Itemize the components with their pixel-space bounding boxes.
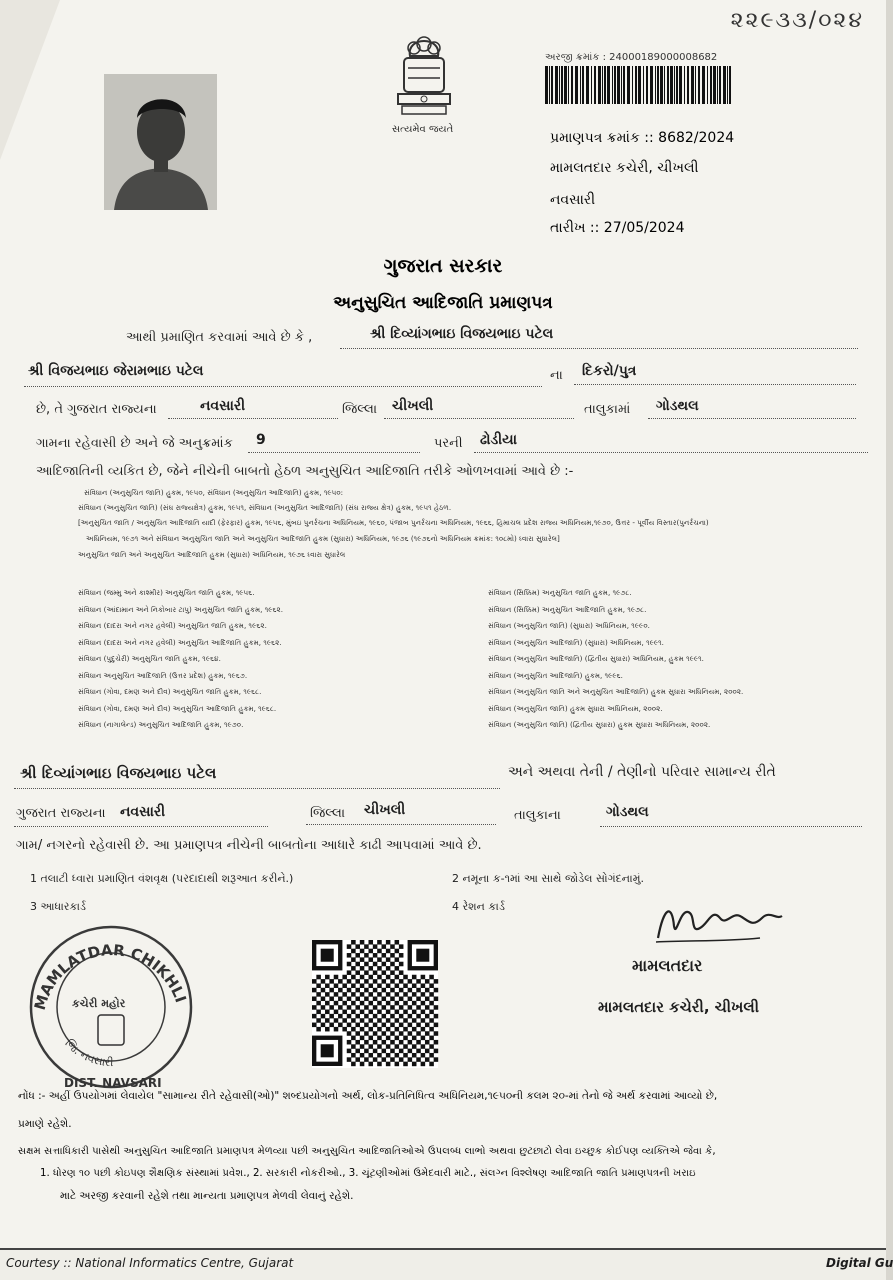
order-line: અધિનિયમ, ૧૯૭૧ અને સંવિધાન અનુસુચિત જાતિ અને અનુસુચિત આદિજાતિ હુકમ (સુધારા) અધિનિયમ, ૧૯૭૬ (૧૯૭૬નો અધિનિયમ ક્રમાંક: ૧૦૮મો) ધ્વારા સુધારેલ] [86,534,560,543]
form-taluka: ચીખલી [392,398,434,414]
document-item: 1 તલાટી ધ્વારા પ્રમાણિત વંશવૃક્ષ (પરદાદાથી શરૂઆત કરીને.) [30,872,294,885]
district-line [168,418,338,419]
seal-district-text: જિ. નવસારી [62,1036,114,1070]
resident-label: ગામના રહેવાસી છે અને જે અનુક્રમાંક [36,436,233,451]
residence-district-label: જિલ્લા [310,806,346,821]
statement-text: આદિજાતિની વ્યકિત છે, જેને નીચેની બાબતો હેઠળ અનુસુચિત આદિજાતિ તરીકે ઓળખવામાં આવે છે :- [36,464,574,479]
form-village: ગોડથલ [656,398,699,414]
issue-date: તારીખ :: 27/05/2024 [550,220,685,236]
certificate-number: પ્રમાણપત્ર ક્રમાંક :: 8682/2024 [550,130,735,146]
order-item: સંવિધાન (અનુસુચિત જાતિ) (સુધારા) અધિનિયમ, ૧૯૯૦. [488,621,650,630]
residence-name-line [14,788,500,789]
residence-village: ગોડથલ [606,804,649,820]
residence-district: નવસારી [120,804,166,820]
certify-label: આથી પ્રમાણિત કરવામાં આવે છે કે , [126,330,313,345]
order-item: સંવિધાન (અનુસુચિત જાતિ) (દ્વિતીય સુધારા) હુકમ સુધારા અધિનિયમ, ૨૦૦૨. [488,720,711,729]
order-item: સંવિધાન (પુદુચેરી) અનુસુચિત જાતિ હુકમ, ૧૯૬૪. [78,654,221,663]
document-item: 3 આધારકાર્ડ [30,900,86,913]
district-name: નવસારી [550,192,596,208]
note-line: માટે અરજી કરવાની રહેશે તથા માન્યતા પ્રમાણપત્ર મેળવી લેવાનું રહેશે. [60,1190,354,1202]
seal-center-text: કચેરી મહોર [72,997,126,1010]
certificate-title: અનુસુચિત આદિજાતિ પ્રમાણપત્ર [333,293,553,313]
order-line: અનુસુચિત જાતિ અને અનુસુચિત આદિજાતિ હુકમ (સુધારા) અધિનિયમ, ૧૯૭૬ ધ્વારા સુધારેલ [78,550,346,559]
tribe-line [474,452,868,453]
residence-name: શ્રી દિવ્યાંગભાઇ વિજયભાઇ પટેલ [20,764,217,782]
order-item: સંવિધાન (અનુસુચિત આદિજાતિ) (સુધારા) અધિનિયમ, ૧૯૯૧. [488,637,664,647]
order-item: સંવિધાન (સિક્કિમ) અનુસુચિત આદિજાતિ હુકમ, ૧૯૭૮. [488,604,647,614]
order-item: સંવિધાન (ગોવા, દમણ અને દીવ) અનુસુચિત આદિજાતિ હુકમ, ૧૯૬૮. [78,703,277,713]
order-item: સંવિધાન (અનુસુચિત આદિજાતિ) (દ્વિતીય સુધારા) અધિનિયમ, હુકમ ૧૯૯૧. [488,654,704,663]
note-line: સક્ષમ સત્તાધિકારી પાસેથી અનુસુચિત આદિજાતિ પ્રમાણપત્ર મેળવ્યા પછી અનુસુચિત આદિજાતિઓએ ઉપલબ્ધ લાભો અથવા છુટછાટો લેવા ઇચ્છુક કોઈપણ વ્યક્તિએ જેવા કે, [18,1146,716,1157]
verification-qr-code[interactable] [312,940,438,1068]
note-line: 1. ધોરણ ૧૦ પછી કોઇપણ શૈક્ષણિક સંસ્થામાં પ્રવેશ., 2. સરકારી નોકરીઓ., 3. ચૂંટણીઓમાં ઉમેદવારી માટે., સંલગ્ન વિશ્લેષણ આદિજાતિ જાતિ પ્રમાણપત્રની ખરાઇ [40,1168,696,1179]
emblem-motto: સત્યમેવ જયતે [392,124,454,135]
office-name: મામલતદાર કચેરી, ચીખલી [550,160,699,176]
signatory-title: મામલતદાર [632,956,703,975]
note-line: પ્રમાણે રહેશે. [18,1118,72,1130]
footer-right-text: Digital Gu [826,1256,893,1270]
taluka-line [384,418,574,419]
order-item: સંવિધાન (જમ્મુ અને કાશ્મીર) અનુસુચિત જાતિ હુકમ, ૧૯૫૬. [78,588,255,597]
form-district: નવસારી [200,398,246,414]
residence-district-line [14,826,268,827]
svg-text:જિ. નવસારી [62,1037,113,1069]
serial-number: 9 [256,432,266,448]
residence-taluka-label: તાલુકાના [514,808,561,823]
district-label: જિલ્લા [342,402,378,417]
village-line [648,418,856,419]
order-item: સંવિધાન (નાગાલેન્ડ) અનુસુચિત આદિજાતિ હુકમ, ૧૯૭૦. [78,720,244,729]
tribe-name: ઢોડીયા [480,432,518,448]
footer [0,1248,893,1280]
note-line: નોંધ :- અહીં ઉપયોગમાં લેવાયેલ "સામાન્ય રીતે રહેવાસી(ઓ)" શબ્દપ્રયોગનો અર્થ, લોક-પ્રતિનિધિત્વ અધિનિયમ,૧૯૫૦ની કલમ ૨૦-માં તેનો જે અર્થ કરવામાં આવ્યો છે, [18,1090,718,1102]
applicant-photo [104,74,217,210]
order-item: સંવિધાન (આંદામાન અને નિકોબાર ટાપુ) અનુસુચિત જાતિ હુકમ, ૧૯૬૨. [78,604,284,614]
residence-state-label: ગુજરાત રાજ્યના [16,806,106,821]
tribe-label: પરની [434,436,463,451]
taluka-label: તાલુકામાં [584,402,631,417]
order-item: સંવિધાન (અનુસુચિત જાતિ) હુકમ સુધારા અધિનિયમ, ૨૦૦૨. [488,703,663,713]
order-line: સંવિધાન (અનુસુચિત જાતિ) હુકમ, ૧૯૫૦, સંવિધાન (અનુસુચિત આદિજાતિ) હુકમ, ૧૯૫૦: [84,488,344,497]
seal-outer-text: MAMLATDAR CHIKHLI [30,941,190,1013]
folded-corner [0,0,60,160]
state-emblem [388,28,460,120]
holder-name: શ્રી દિવ્યાંગભાઇ વિજયભાઇ પટેલ [370,326,554,342]
government-title: ગુજરાત સરકાર [383,255,503,277]
order-item: સંવિધાન (સિક્કિમ) અનુસુચિત જાતિ હુકમ, ૧૯૭૮. [488,588,632,597]
residence-taluka: ચીખલી [364,802,406,818]
order-line: સંવિધાન (અનુસુચિત જાતિ) (સંઘ રાજ્યક્ષેત્ર) હુકમ, ૧૯૫૧, સંવિધાન (અનુસુચિત આદિજાતિ) (સંઘ રાજ્ય ક્ષેત્ર) હુકમ, ૧૯૫૧ હેઠળ. [78,503,452,512]
handwritten-number: ૨૨૯૩૩/૦૨૪ [730,8,864,33]
document-item: 2 નમૂના ક-૧માં આ સાથે જોડેલ સોગંદનામું. [452,872,644,885]
order-item: સંવિધાન (અનુસુચિત જાતિ અને અનુસુચિત આદિજાતિ) હુકમ સુધારા અધિનિયમ, ૨૦૦૨. [488,687,744,696]
order-item: સંવિધાન (ગોવા, દમણ અને દીવ) અનુસુચિત જાતિ હુકમ, ૧૯૬૮. [78,687,262,696]
signatory-office: મામલતદાર કચેરી, ચીખલી [598,998,759,1016]
request-number: અરજી ક્રમાંક : 24000189000008682 [545,52,718,63]
order-line: [અનુસુચિત જાતિ / અનુસુચિત આદિજાતિ યાદી (ફેરફાર) હુકમ, ૧૯૫૬, મુંબઇ પુનર્રચના અધિનિયમ, ૧૯૬૦, પંજાબ પુનર્રચના અધિનિયમ, ૧૯૬૬, હિમાચલ પ્રદેશ રાજ્ય અધિનિયમ,૧૯૭૦, ઉત્તર - પૂર્વીય વિસ્તાર(પુનર્રચના) [78,518,709,527]
seal-dist-text: DIST. NAVSARI [64,1076,162,1090]
order-item: સંવિધાન (દાદરા અને નગર હવેલી) અનુસુચિત જાતિ હુકમ, ૧૯૬૨. [78,621,267,630]
barcode [545,66,733,104]
document-item: 4 રેશન કાર્ડ [452,900,505,913]
order-item: સંવિધાન (દાદરા અને નગર હવેલી) અનુસુચિત આદિજાતિ હુકમ, ૧૯૬૨. [78,637,282,647]
signature [650,898,790,948]
basis-text: ગામ/ નગરનો રહેવાસી છે. આ પ્રમાણપત્ર નીચેની બાબતોના આધારે કાઢી આપવામાં આવે છે. [16,838,482,853]
serial-line [248,452,420,453]
mamlatdar-seal [24,915,199,1090]
holder-name-line [340,348,858,349]
relation-line [574,384,856,385]
state-label: છે, તે ગુજરાત રાજ્યના [36,402,157,417]
father-name-line [24,386,542,387]
relation: દિકરો/પુત્ર [582,363,637,379]
residence-village-line [600,826,862,827]
family-text: અને અથવા તેની / તેણીનો પરિવાર સામાન્ય રીતે [508,764,776,780]
son-of-label: ના [550,368,563,383]
order-item: સંવિધાન (અનુસુચિત આદિજાતિ) હુકમ, ૧૯૯૬. [488,670,623,680]
order-item: સંવિધાન અનુસુચિત આદિજાતિ (ઉત્તર પ્રદેશ) હુકમ, ૧૯૬૭. [78,670,248,680]
father-name: શ્રી વિજયભાઇ જેરામભાઇ પટેલ [28,363,204,379]
residence-taluka-line [306,824,496,825]
footer-courtesy: Courtesy :: National Informatics Centre, Gujarat [6,1256,294,1270]
